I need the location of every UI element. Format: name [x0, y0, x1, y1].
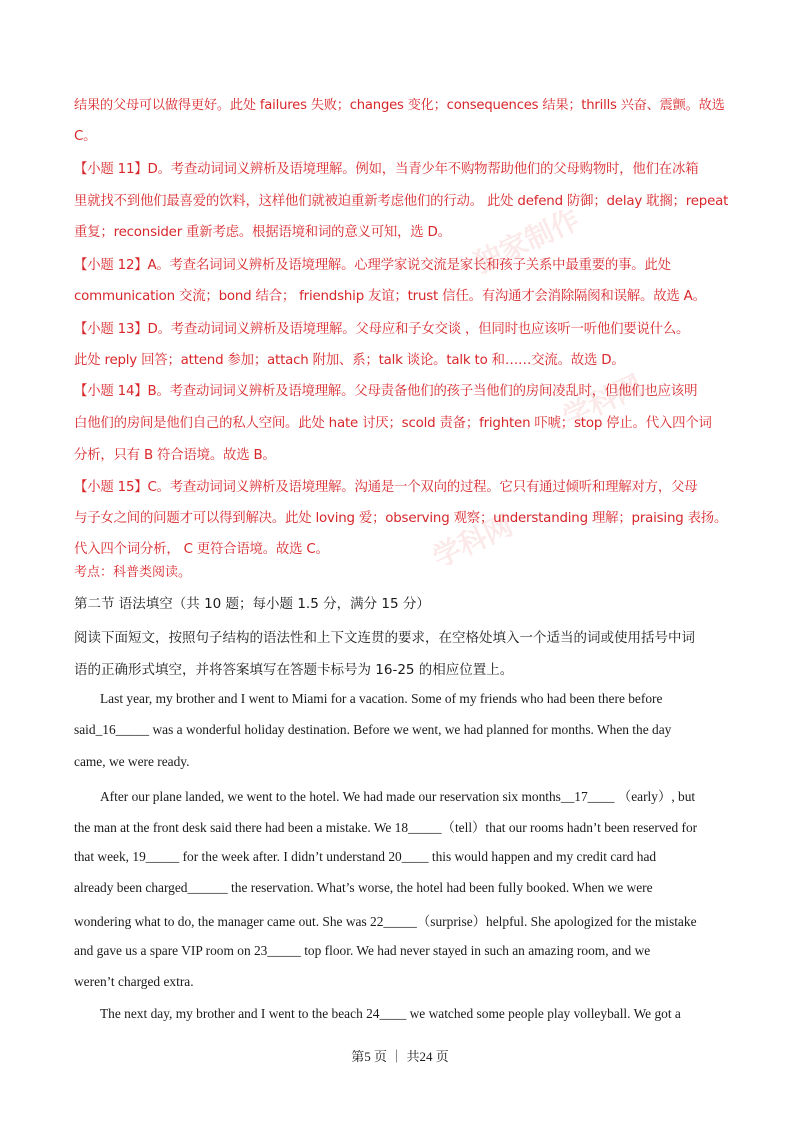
answer-line: 代入四个词分析， C 更符合语境。故选 C。 — [74, 542, 329, 557]
kaodian-label: 考点：科普类阅读。 — [74, 565, 192, 580]
page-footer: 第5 页 ｜ 共24 页 — [351, 1049, 449, 1064]
passage-line: weren’t charged extra. — [74, 974, 194, 989]
watermark: 学科网 — [557, 368, 648, 435]
passage-line: and gave us a spare VIP room on 23_____ top floor. We had never stayed in such an amazing room, and we — [74, 943, 651, 958]
watermark: 学科网 — [427, 508, 518, 575]
answer-line: 结果的父母可以做得更好。此处 failures 失败；changes 变化；consequences 结果；thrills 兴奋、震颤。故选 — [74, 98, 725, 113]
instruction-line: 阅读下面短文，按照句子结构的语法性和上下文连贯的要求，在空格处填入一个适当的词或使用括号中词 — [74, 630, 695, 646]
answer-line: communication 交流；bond 结合； friendship 友谊；trust 信任。有沟通才会消除隔阂和误解。故选 A。 — [74, 289, 706, 304]
watermark: 独家制作 — [468, 202, 585, 280]
answer-line: 与子女之间的问题才可以得到解决。此处 loving 爱；observing 观察；understanding 理解；praising 表扬。 — [74, 511, 728, 526]
answer-line: 【小题 13】D。考查动词词义辨析及语境理解。父母应和子女交谈 ，但同时也应该听一听他们要说什么。 — [74, 322, 690, 337]
section-title: 第二节 语法填空（共 10 题；每小题 1.5 分，满分 15 分） — [74, 596, 430, 612]
answer-line: 分析，只有 B 符合语境。故选 B。 — [74, 448, 276, 463]
answer-line: 此处 reply 回答；attend 参加；attach 附加、系；talk 谈论。talk to 和……交流。故选 D。 — [74, 353, 625, 368]
passage-line: wondering what to do, the manager came out. She was 22_____（surprise）helpful. She apologized for the mistake — [74, 914, 697, 929]
answer-line: 【小题 14】B。考查动词词义辨析及语境理解。父母责备他们的孩子当他们的房间凌乱时，但他们也应该明 — [74, 384, 698, 399]
answer-line: 重复；reconsider 重新考虑。根据语境和词的意义可知，选 D。 — [74, 225, 451, 240]
answer-line: 【小题 12】A。考查名词词义辨析及语境理解。心理学家说交流是家长和孩子关系中最重要的事。此处 — [74, 258, 671, 273]
answer-line: 里就找不到他们最喜爱的饮料，这样他们就被迫重新考虑他们的行动。 此处 defend 防御；delay 耽搁；repeat — [74, 194, 729, 209]
passage-line: that week, 19_____ for the week after. I didn’t understand 20____ this would happen and my credit card had — [74, 849, 657, 864]
answer-line: 【小题 11】D。考查动词词义辨析及语境理解。例如，当青少年不购物帮助他们的父母购物时，他们在冰箱 — [74, 162, 699, 177]
answer-line: 白他们的房间是他们自己的私人空间。此处 hate 讨厌；scold 责备；frighten 吓唬；stop 停止。代入四个词 — [74, 416, 712, 431]
passage-line: After our plane landed, we went to the hotel. We had made our reservation six months__17____ （early）, but — [100, 789, 696, 804]
instruction-line: 语的正确形式填空，并将答案填写在答题卡标号为 16-25 的相应位置上。 — [74, 662, 514, 678]
passage-line: the man at the front desk said there had been a mistake. We 18_____（tell）that our rooms hadn’t been reserved for — [74, 820, 698, 835]
passage-line: Last year, my brother and I went to Miami for a vacation. Some of my friends who had been there before — [100, 691, 663, 706]
answer-line: C。 — [74, 129, 97, 144]
answer-line: 【小题 15】C。考查动词词义辨析及语境理解。沟通是一个双向的过程。它只有通过倾听和理解对方，父母 — [74, 480, 698, 495]
passage-line: already been charged______ the reservation. What’s worse, the hotel had been fully booked. When we were — [74, 880, 653, 895]
passage-line: came, we were ready. — [74, 754, 190, 769]
passage-line: The next day, my brother and I went to the beach 24____ we watched some people play volleyball. We got a — [100, 1006, 681, 1021]
passage-line: said_16_____ was a wonderful holiday destination. Before we went, we had planned for months. When the day — [74, 722, 672, 737]
